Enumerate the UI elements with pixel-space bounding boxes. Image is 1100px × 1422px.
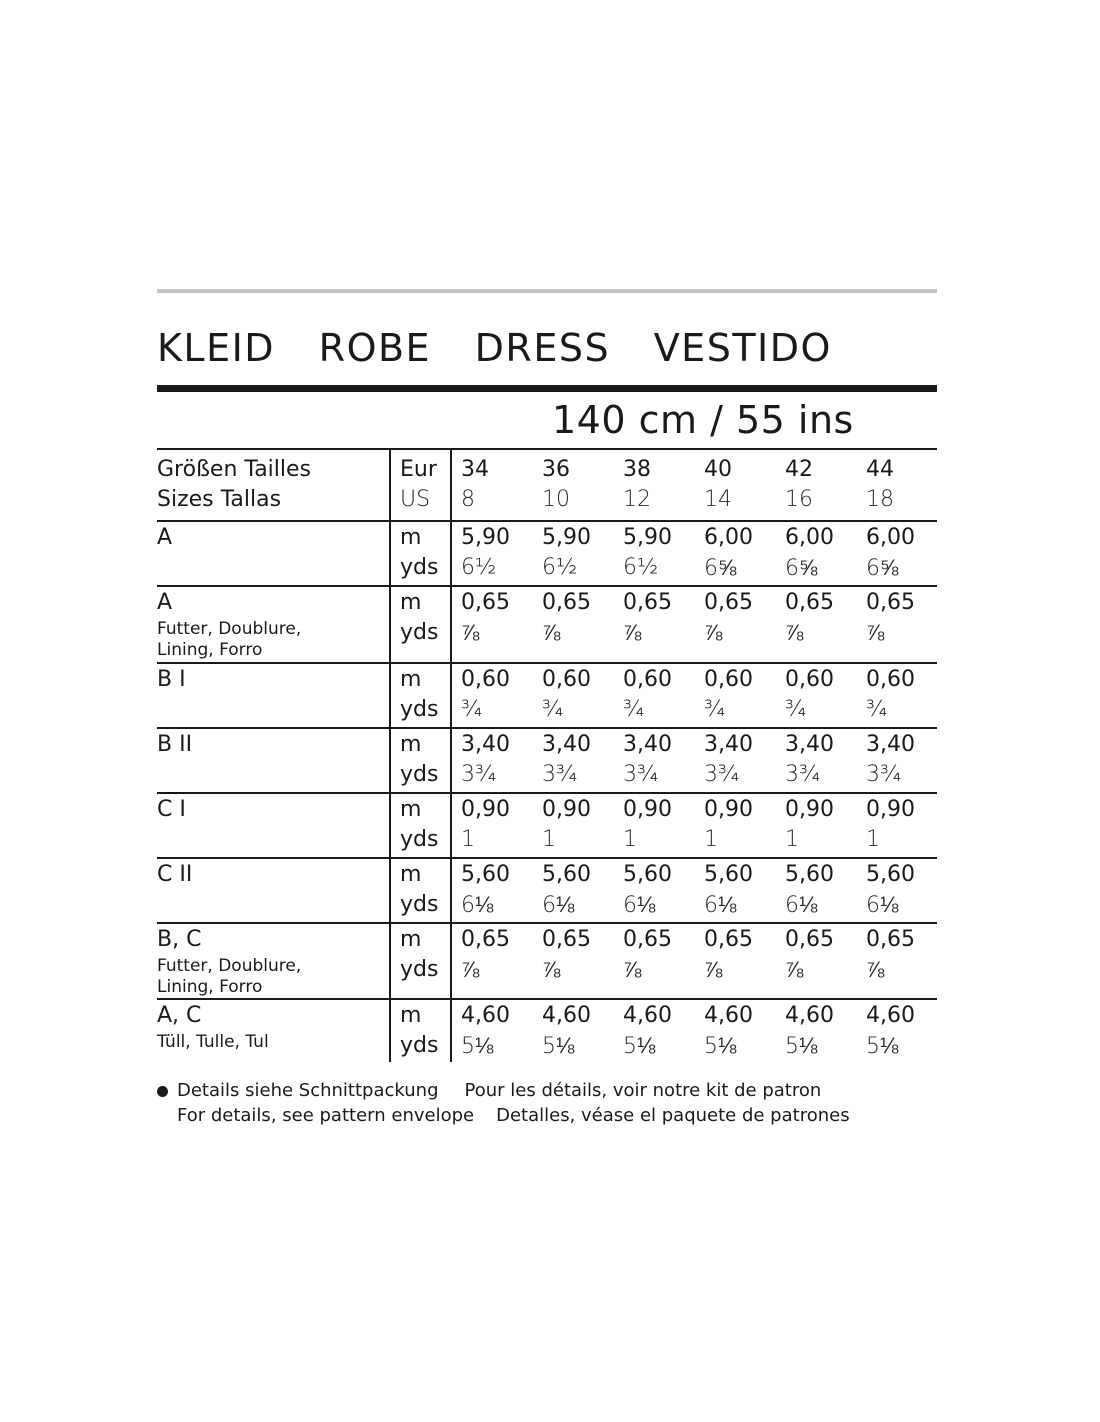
row-divider (157, 922, 937, 924)
metric-value: 0,90 (461, 797, 510, 822)
metric-value: 0,90 (866, 797, 915, 822)
metric-value: 4,60 (461, 1003, 510, 1028)
footnote-fr: Pour les détails, voir notre kit de patron (464, 1080, 822, 1101)
header-top-rule (157, 448, 937, 450)
yardage-value: 6½ (542, 555, 578, 580)
metric-value: 6,00 (785, 525, 834, 550)
size-us: 18 (866, 487, 894, 512)
yardage-value: 6⅛ (866, 893, 899, 918)
title-word-de: KLEID (157, 326, 276, 370)
title-underline (157, 385, 937, 392)
unit-yds: yds (400, 555, 439, 580)
unit-m: m (400, 667, 422, 692)
metric-value: 5,90 (623, 525, 672, 550)
row-divider (157, 520, 937, 522)
yardage-value: 3¾ (461, 762, 497, 787)
yardage-value: 6⅝ (785, 556, 818, 581)
header-label-line1: Größen Tailles (157, 457, 312, 482)
unit-yds: yds (400, 620, 439, 645)
yardage-value: 6⅛ (623, 893, 656, 918)
metric-value: 0,65 (623, 590, 672, 615)
metric-value: 5,60 (461, 862, 510, 887)
yardage-value: ¾ (866, 697, 888, 722)
unit-m: m (400, 590, 422, 615)
yardage-value: ⅞ (866, 621, 885, 646)
yardage-value: ⅞ (866, 958, 885, 983)
yardage-value: ⅞ (623, 621, 642, 646)
metric-value: 0,65 (542, 927, 591, 952)
row-sublabel-line: Futter, Doublure, (157, 619, 302, 639)
metric-value: 3,40 (785, 732, 834, 757)
row-label: B I (157, 667, 186, 692)
yardage-value: ⅞ (461, 958, 480, 983)
yardage-value: ⅞ (704, 621, 723, 646)
metric-value: 0,60 (785, 667, 834, 692)
row-divider (157, 857, 937, 859)
metric-value: 0,90 (704, 797, 753, 822)
metric-value: 0,65 (866, 590, 915, 615)
yardage-value: 6⅛ (704, 893, 737, 918)
yardage-value: ¾ (461, 697, 483, 722)
metric-value: 4,60 (866, 1003, 915, 1028)
yardage-value: ¾ (542, 697, 564, 722)
row-sublabel (157, 956, 301, 998)
metric-value: 3,40 (866, 732, 915, 757)
row-divider (157, 662, 937, 664)
yardage-value: 1 (461, 827, 475, 852)
label-column-rule (389, 449, 391, 1062)
row-divider (157, 998, 937, 1000)
yardage-value: 5⅛ (785, 1034, 818, 1059)
row-label: A (157, 590, 173, 615)
unit-m: m (400, 525, 422, 550)
row-label: B II (157, 732, 193, 757)
footnote-en: For details, see pattern envelope (177, 1105, 475, 1126)
yardage-value: 1 (704, 827, 718, 852)
size-us: 10 (542, 487, 570, 512)
header-unit-us: US (400, 487, 431, 512)
yardage-value: 3¾ (704, 762, 740, 787)
yardage-value: 1 (542, 827, 556, 852)
yardage-value: 6⅝ (704, 556, 737, 581)
size-eur: 42 (785, 457, 813, 482)
unit-m: m (400, 1003, 422, 1028)
yardage-value: ⅞ (461, 621, 480, 646)
page-title (157, 326, 862, 370)
title-word-en: DRESS (474, 326, 611, 370)
metric-value: 0,65 (785, 590, 834, 615)
metric-value: 0,60 (542, 667, 591, 692)
yardage-value: ¾ (704, 697, 726, 722)
metric-value: 0,65 (866, 927, 915, 952)
metric-value: 5,90 (461, 525, 510, 550)
row-label: B, C (157, 927, 202, 952)
unit-m: m (400, 732, 422, 757)
unit-m: m (400, 862, 422, 887)
metric-value: 0,60 (461, 667, 510, 692)
metric-value: 5,90 (542, 525, 591, 550)
header-label-line2: Sizes Tallas (157, 487, 282, 512)
unit-m: m (400, 927, 422, 952)
row-sublabel-line: Futter, Doublure, (157, 956, 302, 976)
metric-value: 5,60 (704, 862, 753, 887)
row-label: A (157, 525, 173, 550)
unit-yds: yds (400, 892, 439, 917)
metric-value: 0,65 (704, 590, 753, 615)
size-us: 12 (623, 487, 651, 512)
metric-value: 6,00 (866, 525, 915, 550)
yardage-value: 1 (623, 827, 637, 852)
metric-value: 4,60 (542, 1003, 591, 1028)
yardage-value: ⅞ (623, 958, 642, 983)
title-word-fr: ROBE (318, 326, 432, 370)
row-sublabel-line: Lining, Forro (157, 977, 263, 997)
yardage-value: 5⅛ (623, 1034, 656, 1059)
yardage-value: ⅞ (542, 621, 561, 646)
metric-value: 5,60 (542, 862, 591, 887)
metric-value: 4,60 (623, 1003, 672, 1028)
metric-value: 0,65 (542, 590, 591, 615)
metric-value: 0,65 (623, 927, 672, 952)
unit-yds: yds (400, 957, 439, 982)
unit-yds: yds (400, 1033, 439, 1058)
yardage-value: ⅞ (785, 621, 804, 646)
yardage-value: 6½ (623, 555, 659, 580)
size-eur: 36 (542, 457, 570, 482)
metric-value: 0,60 (866, 667, 915, 692)
unit-yds: yds (400, 827, 439, 852)
metric-value: 5,60 (785, 862, 834, 887)
size-eur: 40 (704, 457, 732, 482)
yardage-value: 3¾ (785, 762, 821, 787)
yardage-value: ⅞ (785, 958, 804, 983)
yardage-value: 3¾ (866, 762, 902, 787)
header-unit-eur: Eur (400, 457, 437, 482)
yardage-value: ⅞ (704, 958, 723, 983)
yardage-value: 5⅛ (542, 1034, 575, 1059)
metric-value: 0,90 (623, 797, 672, 822)
size-us: 14 (704, 487, 732, 512)
metric-value: 0,90 (785, 797, 834, 822)
row-divider (157, 792, 937, 794)
yardage-value: 5⅛ (704, 1034, 737, 1059)
size-us: 8 (461, 487, 475, 512)
title-word-es: VESTIDO (653, 326, 832, 370)
metric-value: 0,65 (461, 590, 510, 615)
row-label: A, C (157, 1003, 202, 1028)
size-eur: 44 (866, 457, 894, 482)
row-label: C I (157, 797, 186, 822)
metric-value: 0,65 (785, 927, 834, 952)
fabric-width-heading: 140 cm / 55 ins (552, 398, 854, 442)
yardage-value: 6⅛ (785, 893, 818, 918)
yardage-value: 3¾ (542, 762, 578, 787)
yardage-value: ¾ (785, 697, 807, 722)
metric-value: 0,65 (704, 927, 753, 952)
metric-value: 4,60 (785, 1003, 834, 1028)
top-divider (157, 289, 937, 293)
yardage-value: 3¾ (623, 762, 659, 787)
unit-m: m (400, 797, 422, 822)
yardage-value: ¾ (623, 697, 645, 722)
metric-value: 3,40 (461, 732, 510, 757)
metric-value: 6,00 (704, 525, 753, 550)
row-sublabel-line: Tüll, Tulle, Tul (157, 1032, 269, 1052)
metric-value: 0,60 (704, 667, 753, 692)
metric-value: 5,60 (866, 862, 915, 887)
row-divider (157, 727, 937, 729)
size-eur: 38 (623, 457, 651, 482)
yardage-value: 6⅛ (542, 893, 575, 918)
unit-column-rule (450, 449, 452, 1062)
unit-yds: yds (400, 762, 439, 787)
yardage-value: 1 (785, 827, 799, 852)
metric-value: 0,90 (542, 797, 591, 822)
size-eur: 34 (461, 457, 489, 482)
yardage-value: 6⅝ (866, 556, 899, 581)
metric-value: 4,60 (704, 1003, 753, 1028)
footnote-es: Detalles, véase el paquete de patrones (496, 1105, 850, 1126)
footnote-de: Details siehe Schnittpackung (177, 1080, 439, 1101)
row-label: C II (157, 862, 193, 887)
yardage-value: 6⅛ (461, 893, 494, 918)
size-us: 16 (785, 487, 813, 512)
metric-value: 0,65 (461, 927, 510, 952)
unit-yds: yds (400, 697, 439, 722)
row-sublabel (157, 1032, 269, 1053)
row-divider (157, 585, 937, 587)
metric-value: 3,40 (542, 732, 591, 757)
row-sublabel (157, 619, 301, 661)
metric-value: 3,40 (704, 732, 753, 757)
yardage-value: 5⅛ (461, 1034, 494, 1059)
metric-value: 3,40 (623, 732, 672, 757)
row-sublabel-line: Lining, Forro (157, 640, 263, 660)
metric-value: 0,60 (623, 667, 672, 692)
metric-value: 5,60 (623, 862, 672, 887)
yardage-value: 6½ (461, 555, 497, 580)
footnote (157, 1078, 850, 1128)
yardage-value: 1 (866, 827, 880, 852)
yardage-value: 5⅛ (866, 1034, 899, 1059)
yardage-value: ⅞ (542, 958, 561, 983)
